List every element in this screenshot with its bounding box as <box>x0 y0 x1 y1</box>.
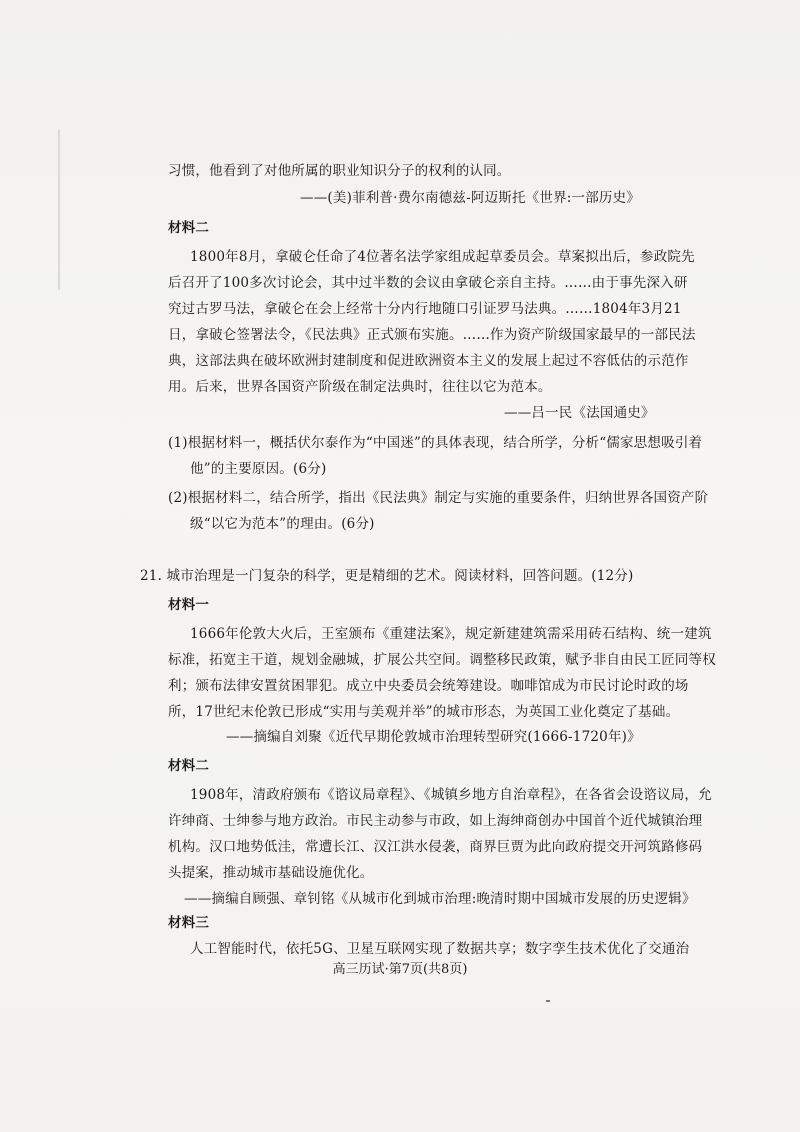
material2-line: 用。后来，世界各国资产阶级在制定法典时，往往以它为范本。 <box>168 379 552 395</box>
material2-21-line: 头提案，推动城市基础设施优化。 <box>168 865 374 881</box>
question-1: (1)根据材料一，概括伏尔泰作为“中国迷”的具体表现，结合所学，分析“儒家思想吸引着 <box>168 435 703 451</box>
material2-line: 日，拿破仑签署法令，《民法典》正式颁布实施。……作为资产阶级国家最早的一部民法 <box>168 327 696 343</box>
material2-line: 后召开了100多次讨论会，其中过半数的会议由拿破仑亲自主持。……由于事先深入研 <box>168 275 688 291</box>
material3-header: 材料三 <box>168 915 210 931</box>
material2-header: 材料二 <box>168 220 210 236</box>
material2-header-21: 材料二 <box>168 758 210 774</box>
material1-line: 所，17世纪末伦敦已形成“实用与美观并举”的城市形态，为英国工业化奠定了基础。 <box>168 704 680 720</box>
scan-shadow <box>58 130 60 290</box>
material2-21-source: ——摘编自顾强、章钊铭《从城市化到城市治理:晚清时期中国城市发展的历史逻辑》 <box>184 891 696 907</box>
material1-line: 标准，拓宽主干道，规划金融城，扩展公共空间。调整移民政策，赋予非自由民工匠同等权 <box>168 652 716 668</box>
material2-line: 1800年8月，拿破仑任命了4位著名法学家组成起草委员会。草案拟出后，参政院先 <box>190 249 695 265</box>
material2-line: 典，这部法典在破坏欧洲封建制度和促进欧洲资本主义的发展上起过不容低估的示范作 <box>168 353 689 369</box>
question-2: (2)根据材料二，结合所学，指出《民法典》制定与实施的重要条件，归纳世界各国资产阶 <box>168 490 709 506</box>
question-1-cont: 他”的主要原因。(6分) <box>190 461 327 477</box>
page-footer: 高三历试·第7页(共8页) <box>332 962 468 977</box>
material1-source: ——摘编自刘聚《近代早期伦敦城市治理转型研究(1666-1720年)》 <box>226 729 641 745</box>
material2-21-line: 机构。汉口地势低洼，常遭长江、汉江洪水侵袭，商界巨贾为此向政府提交开河筑路修码 <box>168 839 703 855</box>
material3-line: 人工智能时代，依托5G、卫星互联网实现了数据共享；数字孪生技术优化了交通治 <box>190 941 690 957</box>
material2-line: 究过古罗马法，拿破仑在会上经常十分内行地随口引证罗马法典。……1804年3月21 <box>168 301 682 317</box>
question-2-cont: 级“以它为范本”的理由。(6分) <box>190 516 375 532</box>
scan-speck <box>546 1000 550 1002</box>
question-21-title: 21. 城市治理是一门复杂的科学，更是精细的艺术。阅读材料，回答问题。(12分) <box>140 568 634 584</box>
material1-header: 材料一 <box>168 597 210 613</box>
material2-source: ——吕一民《法国通史》 <box>504 405 655 421</box>
material1-line: 利；颁布法律安置贫困罪犯。成立中央委员会统筹建设。咖啡馆成为市民讨论时政的场 <box>168 678 689 694</box>
material1-source: ——(美)菲利普·费尔南德兹-阿迈斯托《世界:一部历史》 <box>300 190 641 206</box>
material2-21-line: 许绅商、士绅参与地方政治。市民主动参与市政，如上海绅商创办中国首个近代城镇治理 <box>168 813 703 829</box>
material2-21-line: 1908年，清政府颁布《谘议局章程》、《城镇乡地方自治章程》，在各省会设谘议局，允 <box>190 787 712 803</box>
material1-line: 1666年伦敦大火后，王室颁布《重建法案》，规定新建建筑需采用砖石结构、统一建筑 <box>190 626 712 642</box>
intro-text: 习惯，他看到了对他所属的职业知识分子的权利的认同。 <box>168 163 511 179</box>
